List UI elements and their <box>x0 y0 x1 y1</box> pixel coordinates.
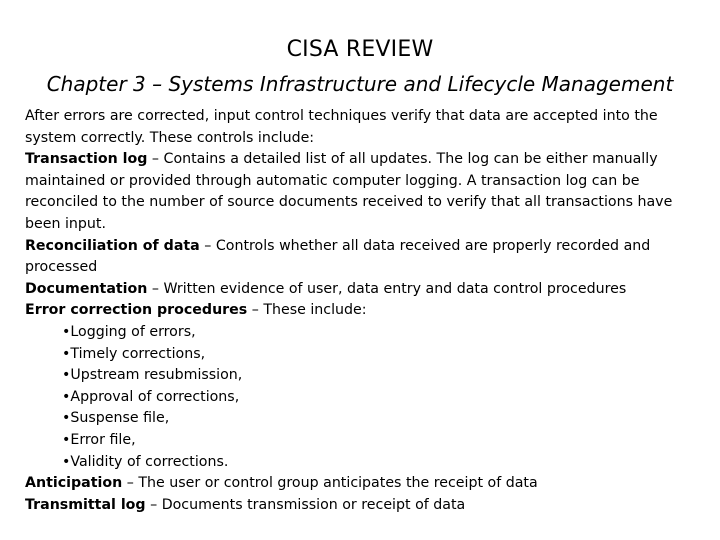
item-text: – Written evidence of user, data entry and data control procedures <box>147 280 627 297</box>
item-text: – The user or control group anticipates the receipt of data <box>122 475 538 492</box>
item-text: – Controls whether all data received are properly recorded and processed <box>25 237 651 276</box>
item-transmittal-log <box>25 495 697 517</box>
item-term: Documentation <box>25 280 148 297</box>
intro-paragraph: After errors are corrected, input control techniques verify that data are accepted into the system correctly. These controls include: <box>25 108 658 146</box>
item-text: – Documents transmission or receipt of data <box>145 496 466 513</box>
slide-body <box>25 106 697 516</box>
item-reconciliation-of-data <box>25 236 697 279</box>
list-item: •Validity of corrections. <box>62 453 229 470</box>
item-term: Error correction procedures <box>25 302 248 319</box>
list-item: •Error file, <box>62 431 136 448</box>
item-text: – Contains a detailed list of all updates. The log can be either manually maintained or provided through automatic computer logging. A transaction log can be reconciled to the number of source documents received to verify that all transactions have been input. <box>25 151 673 232</box>
item-transaction-log <box>25 149 697 235</box>
error-procedures-list <box>25 322 697 473</box>
item-term: Reconciliation of data <box>25 237 200 254</box>
item-error-correction-procedures <box>25 300 697 322</box>
item-term: Transmittal log <box>25 496 146 513</box>
item-documentation <box>25 279 697 301</box>
slide-subtitle: Chapter 3 – Systems Infrastructure and Lifecycle Management <box>46 72 674 96</box>
item-anticipation <box>25 473 697 495</box>
item-term: Transaction log <box>25 151 148 168</box>
list-item: •Timely corrections, <box>62 345 206 362</box>
item-term: Anticipation <box>25 475 123 492</box>
item-text: – These include: <box>247 302 367 319</box>
list-item: •Approval of corrections, <box>62 388 240 405</box>
list-item: •Upstream resubmission, <box>62 367 243 384</box>
list-item: •Suspense file, <box>62 410 170 427</box>
list-item: •Logging of errors, <box>62 323 196 340</box>
slide-title: CISA REVIEW <box>286 37 434 62</box>
